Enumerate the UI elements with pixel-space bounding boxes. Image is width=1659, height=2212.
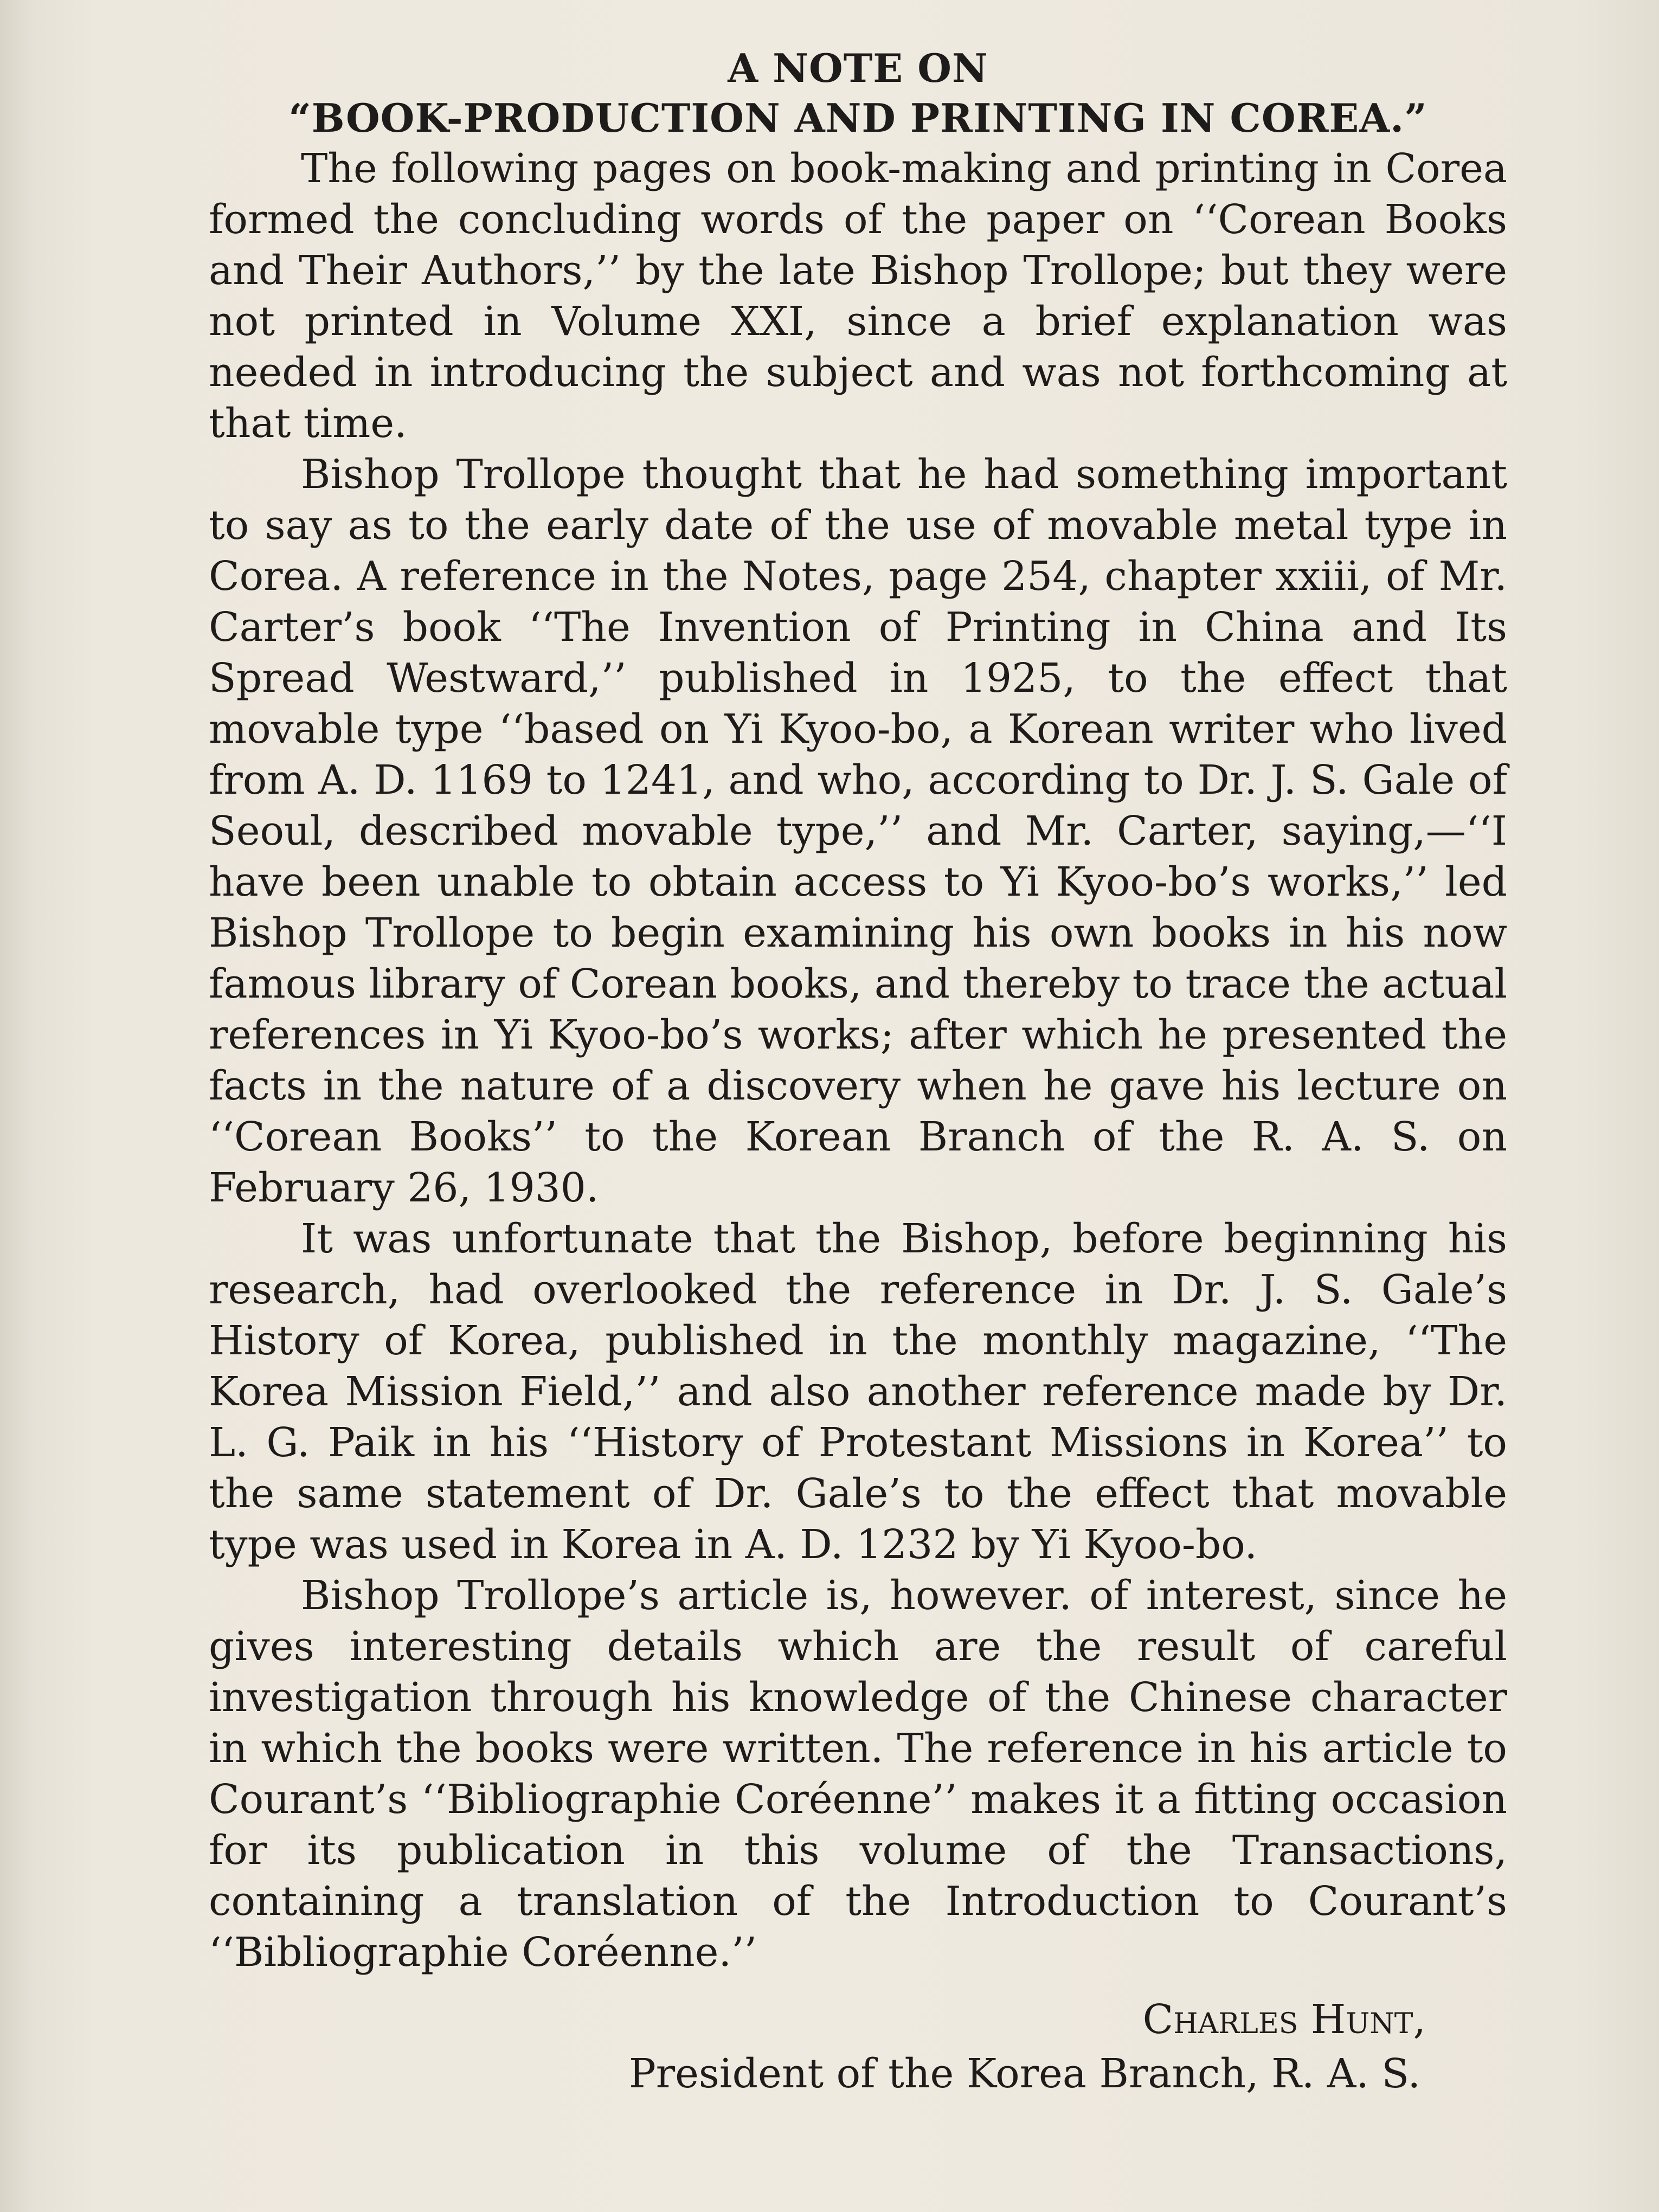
paragraph-4: Bishop Trollope’s article is, however. of interest, since he gives interesting details which are the result of careful investigation through his knowledge of the Chinese character in which the books were written. The reference in his article to Courant’s ‘‘Bibliographie Coréenne’’ makes it a fitting occasion for its publication in this volume of the Transactions, containing a translation of the Introduction to Courant’s ‘‘Bibliographie Coréenne.’’ — [209, 1572, 1507, 1976]
signature-block — [209, 1994, 1507, 2102]
paragraph-1: The following pages on book-making and printing in Corea formed the concluding words of the paper on ‘‘Corean Books and Their Authors,’’ by the late Bishop Trollope; but they were not printed in Volume XXI, since a brief explanation was needed in introducing the subject and was not forthcoming at that time. — [209, 145, 1507, 447]
signature-name: Charles Hunt, — [1142, 1996, 1426, 2043]
signature-title: President of the Korea Branch, R. A. S. — [628, 2050, 1420, 2097]
paragraph-3: It was unfortunate that the Bishop, before beginning his research, had overlooked the reference in Dr. J. S. Gale’s History of Korea, published in the monthly magazine, ‘‘The Korea Mission Field,’’ and also another reference made by Dr. L. G. Paik in his ‘‘History of Protestant Missions in Korea’’ to the same statement of Dr. Gale’s to the effect that movable type was used in Korea in A. D. 1232 by Yi Kyoo-bo. — [209, 1216, 1507, 1568]
paragraph-2: Bishop Trollope thought that he had something important to say as to the early date of the use of movable metal type in Corea. A reference in the Notes, page 254, chapter xxiii, of Mr. Carter’s book ‘‘The Invention of Printing in China and Its Spread Westward,’’ published in 1925, to the effect that movable type ‘‘based on Yi Kyoo-bo, a Korean writer who lived from A. D. 1169 to 1241, and who, according to Dr. J. S. Gale of Seoul, described movable type,’’ and Mr. Carter, saying,—‘‘I have been unable to obtain access to Yi Kyoo-bo’s works,’’ led Bishop Trollope to begin examining his own books in his now famous library of Corean books, and thereby to trace the actual references in Yi Kyoo-bo’s works; after which he presented the facts in the nature of a discovery when he gave his lecture on ‘‘Corean Books’’ to the Korean Branch of the R. A. S. on February 26, 1930. — [209, 451, 1507, 1211]
note-text — [209, 43, 1507, 2102]
page-title — [209, 43, 1507, 143]
title-line-1: A NOTE ON — [728, 45, 988, 91]
title-line-2: “BOOK-PRODUCTION AND PRINTING IN COREA.” — [288, 95, 1427, 141]
